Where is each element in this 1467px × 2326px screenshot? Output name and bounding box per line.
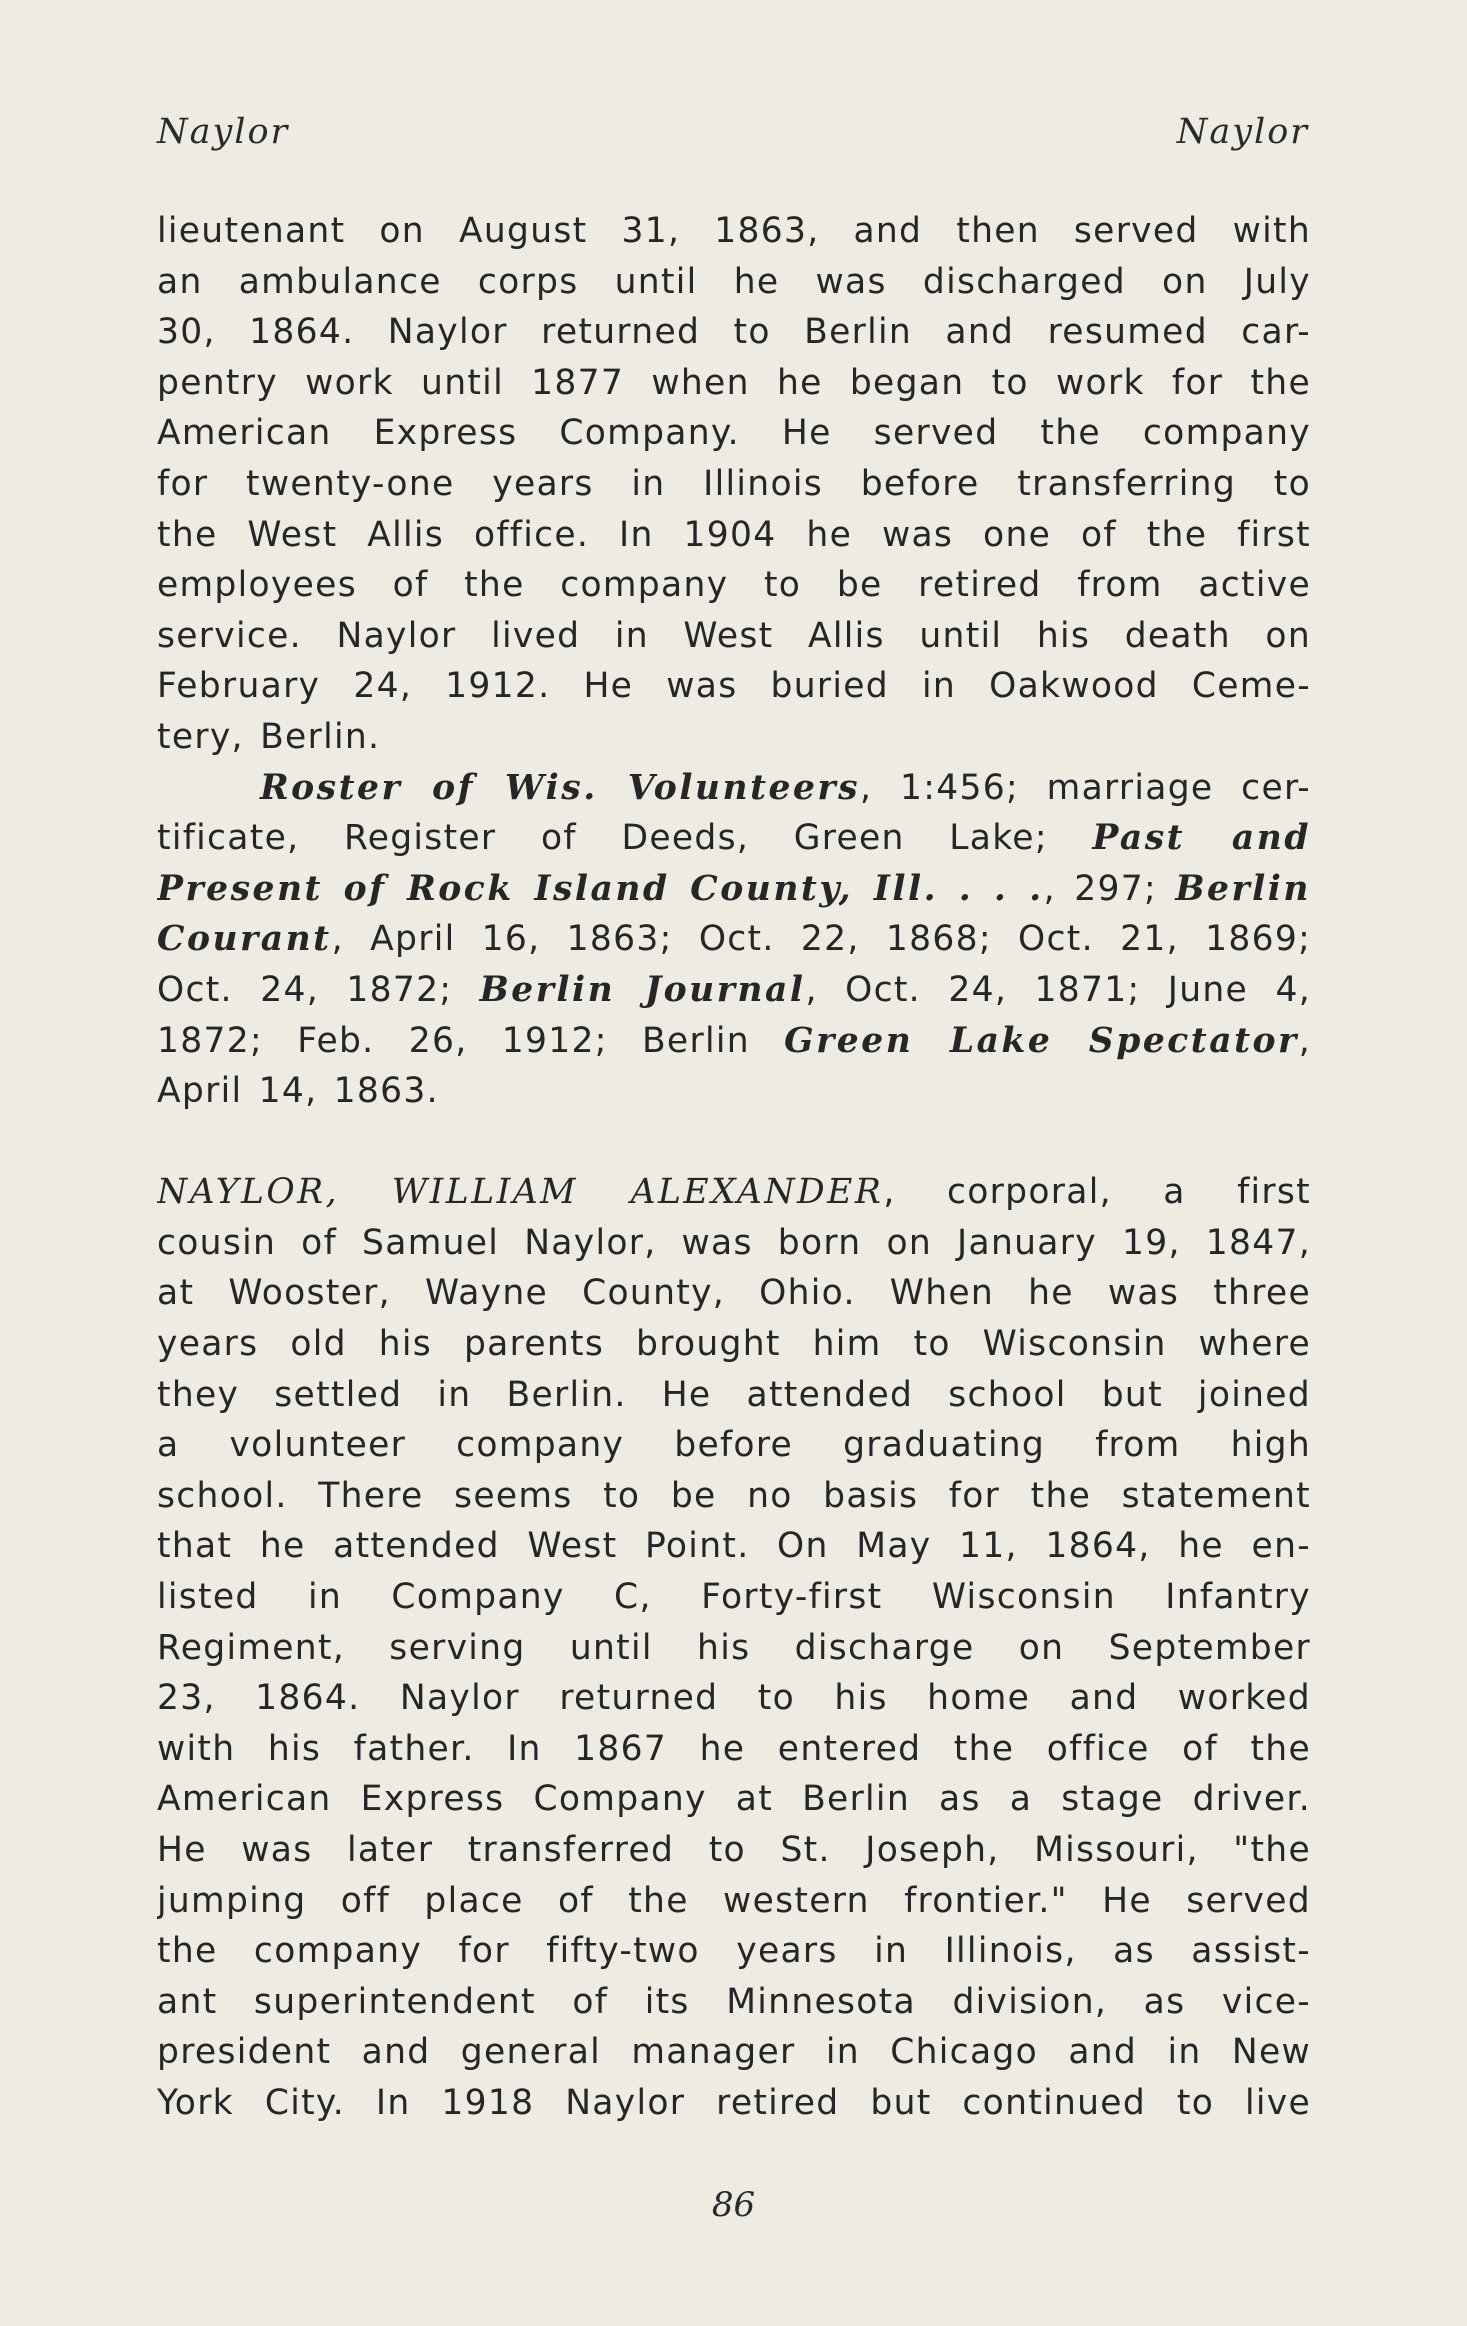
sources-line [157, 813, 1311, 864]
citation-text: , 1:456; marriage cer- [860, 767, 1311, 808]
citation-title: Berlin [1175, 868, 1311, 909]
body-line: York City. In 1918 Naylor retired but continued to live [157, 2082, 1311, 2123]
body-line: cousin of Samuel Naylor, was born on January 19, 1847, [157, 1222, 1311, 1263]
citation-text: , [1298, 1020, 1311, 1061]
body-line: tery, Berlin. [157, 716, 381, 757]
body-line: years old his parents brought him to Wisconsin where [157, 1324, 1311, 1365]
body-line: an ambulance corps until he was discharged on July [157, 261, 1311, 302]
page-body [157, 206, 1311, 2129]
citation-text: tificate, Register of Deeds, Green Lake; [157, 818, 1048, 859]
body-line: they settled in Berlin. He attended school but joined [157, 1374, 1311, 1415]
body-line: the West Allis office. In 1904 he was one of the first [157, 514, 1311, 555]
entry-heading-line [157, 1167, 1311, 1218]
body-line: service. Naylor lived in West Allis until his death on [157, 615, 1311, 656]
entry-text: , corporal, a first [883, 1172, 1311, 1213]
body-line: 23, 1864. Naylor returned to his home and worked [157, 1678, 1311, 1719]
citation-title: Roster of Wis. Volunteers [260, 767, 861, 808]
body-line: lieutenant on August 31, 1863, and then served with [157, 211, 1311, 251]
body-line: American Express Company. He served the company [157, 413, 1311, 454]
citation-text: April 14, 1863. [157, 1071, 439, 1112]
entry-name: NAYLOR, WILLIAM ALEXANDER [157, 1172, 884, 1213]
sources-line [157, 965, 1311, 1016]
body-line: a volunteer company before graduating from high [157, 1425, 1311, 1466]
body-line: pentry work until 1877 when he began to work for the [157, 362, 1311, 403]
body-line: 30, 1864. Naylor returned to Berlin and resumed car- [157, 312, 1311, 353]
sources-line [157, 864, 1311, 915]
citation-text: , April 16, 1863; Oct. 22, 1868; Oct. 21, 1869; [331, 919, 1311, 960]
citation-title: Courant [157, 919, 332, 960]
body-line: for twenty-one years in Illinois before transferring to [157, 463, 1311, 504]
body-line: ant superintendent of its Minnesota division, as vice- [157, 1981, 1311, 2022]
citation-text: , 297; [1043, 868, 1157, 909]
body-line: American Express Company at Berlin as a stage driver. [157, 1779, 1311, 1820]
citation-text: , Oct. 24, 1871; June 4, [805, 969, 1311, 1010]
page-number: 86 [711, 2185, 756, 2225]
body-line: school. There seems to be no basis for the statement [157, 1475, 1311, 1516]
body-line: that he attended West Point. On May 11, 1864, he en- [157, 1526, 1311, 1567]
body-line: He was later transferred to St. Joseph, Missouri, "the [157, 1830, 1311, 1870]
sources-line [157, 1066, 1311, 1117]
citation-title: Present of Rock Island County, Ill. . . . [157, 868, 1044, 909]
body-line: jumping off place of the western frontier." He served [157, 1880, 1311, 1921]
entry-separator [157, 1117, 1311, 1168]
running-head-right: Naylor [1176, 112, 1309, 152]
body-line: listed in Company C, Forty-first Wisconsin Infantry [157, 1577, 1311, 1618]
citation-text: 1872; Feb. 26, 1912; Berlin [157, 1020, 750, 1061]
sources-line [157, 1016, 1311, 1067]
body-line: February 24, 1912. He was buried in Oakwood Ceme- [157, 666, 1311, 707]
running-head-left: Naylor [157, 112, 290, 152]
citation-title: Berlin Journal [479, 969, 806, 1010]
body-line: with his father. In 1867 he entered the office of the [157, 1728, 1311, 1769]
body-line: at Wooster, Wayne County, Ohio. When he was three [157, 1273, 1311, 1314]
body-line: the company for fifty-two years in Illinois, as assist- [157, 1931, 1311, 1972]
sources-line [157, 914, 1311, 965]
citation-text: Oct. 24, 1872; [157, 969, 453, 1010]
citation-title: Past and [1092, 818, 1311, 859]
body-line: Regiment, serving until his discharge on September [157, 1627, 1311, 1668]
sources-line [157, 763, 1311, 814]
body-line: president and general manager in Chicago and in New [157, 2032, 1311, 2073]
body-line: employees of the company to be retired from active [157, 565, 1311, 606]
citation-title: Green Lake Spectator [784, 1020, 1299, 1061]
